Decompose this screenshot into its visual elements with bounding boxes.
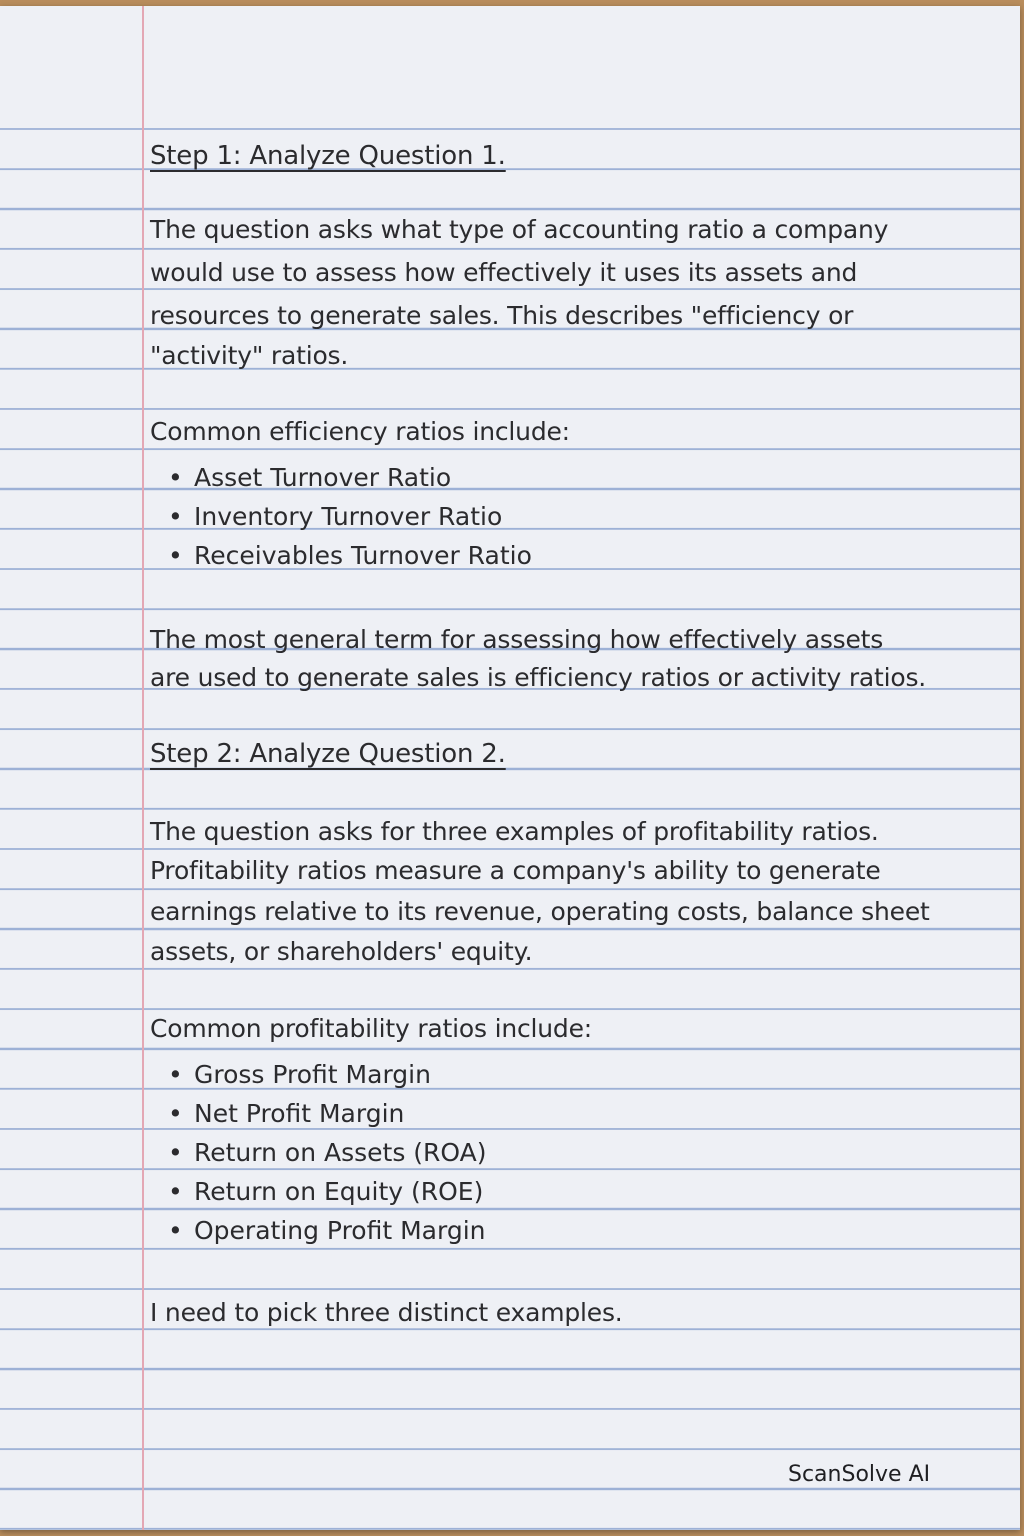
step2-paragraph-line-2: Profitability ratios measure a company's ability to generate xyxy=(150,856,881,885)
scansolve-watermark: ScanSolve AI xyxy=(788,1462,931,1487)
list-item: • Inventory Turnover Ratio xyxy=(168,497,532,536)
step2-paragraph-line-3: earnings relative to its revenue, operating costs, balance sheet xyxy=(150,897,930,926)
page-header-band xyxy=(0,6,1020,118)
step1-heading: Step 1: Analyze Question 1. xyxy=(150,141,506,171)
efficiency-ratio-list xyxy=(168,458,532,575)
list-item: • Operating Profit Margin xyxy=(168,1211,487,1250)
step1-paragraph-line-4: "activity" ratios. xyxy=(150,341,349,370)
step2-list-intro: Common profitability ratios include: xyxy=(150,1014,592,1043)
step1-paragraph-line-3: resources to generate sales. This describes "efficiency or xyxy=(150,301,854,330)
margin-line xyxy=(142,6,144,1530)
step2-paragraph-line-4: assets, or shareholders' equity. xyxy=(150,937,533,966)
list-item: • Gross Profit Margin xyxy=(168,1055,487,1094)
step2-closing: I need to pick three distinct examples. xyxy=(150,1298,623,1327)
list-item: • Receivables Turnover Ratio xyxy=(168,536,532,575)
list-item: • Return on Equity (ROE) xyxy=(168,1172,487,1211)
step1-conclusion-line-2: are used to generate sales is efficiency ratios or activity ratios. xyxy=(150,663,927,692)
list-item: • Net Profit Margin xyxy=(168,1094,487,1133)
notebook-page xyxy=(0,6,1020,1530)
list-item: • Return on Assets (ROA) xyxy=(168,1133,487,1172)
step1-paragraph-line-1: The question asks what type of accounting ratio a company xyxy=(150,215,889,244)
profitability-ratio-list xyxy=(168,1055,487,1250)
step1-paragraph-line-2: would use to assess how effectively it uses its assets and xyxy=(150,258,858,287)
step2-paragraph-line-1: The question asks for three examples of profitability ratios. xyxy=(150,817,879,846)
list-item: • Asset Turnover Ratio xyxy=(168,458,532,497)
step1-conclusion-line-1: The most general term for assessing how effectively assets xyxy=(150,625,884,654)
step1-list-intro: Common efficiency ratios include: xyxy=(150,417,570,446)
step2-heading: Step 2: Analyze Question 2. xyxy=(150,739,506,769)
